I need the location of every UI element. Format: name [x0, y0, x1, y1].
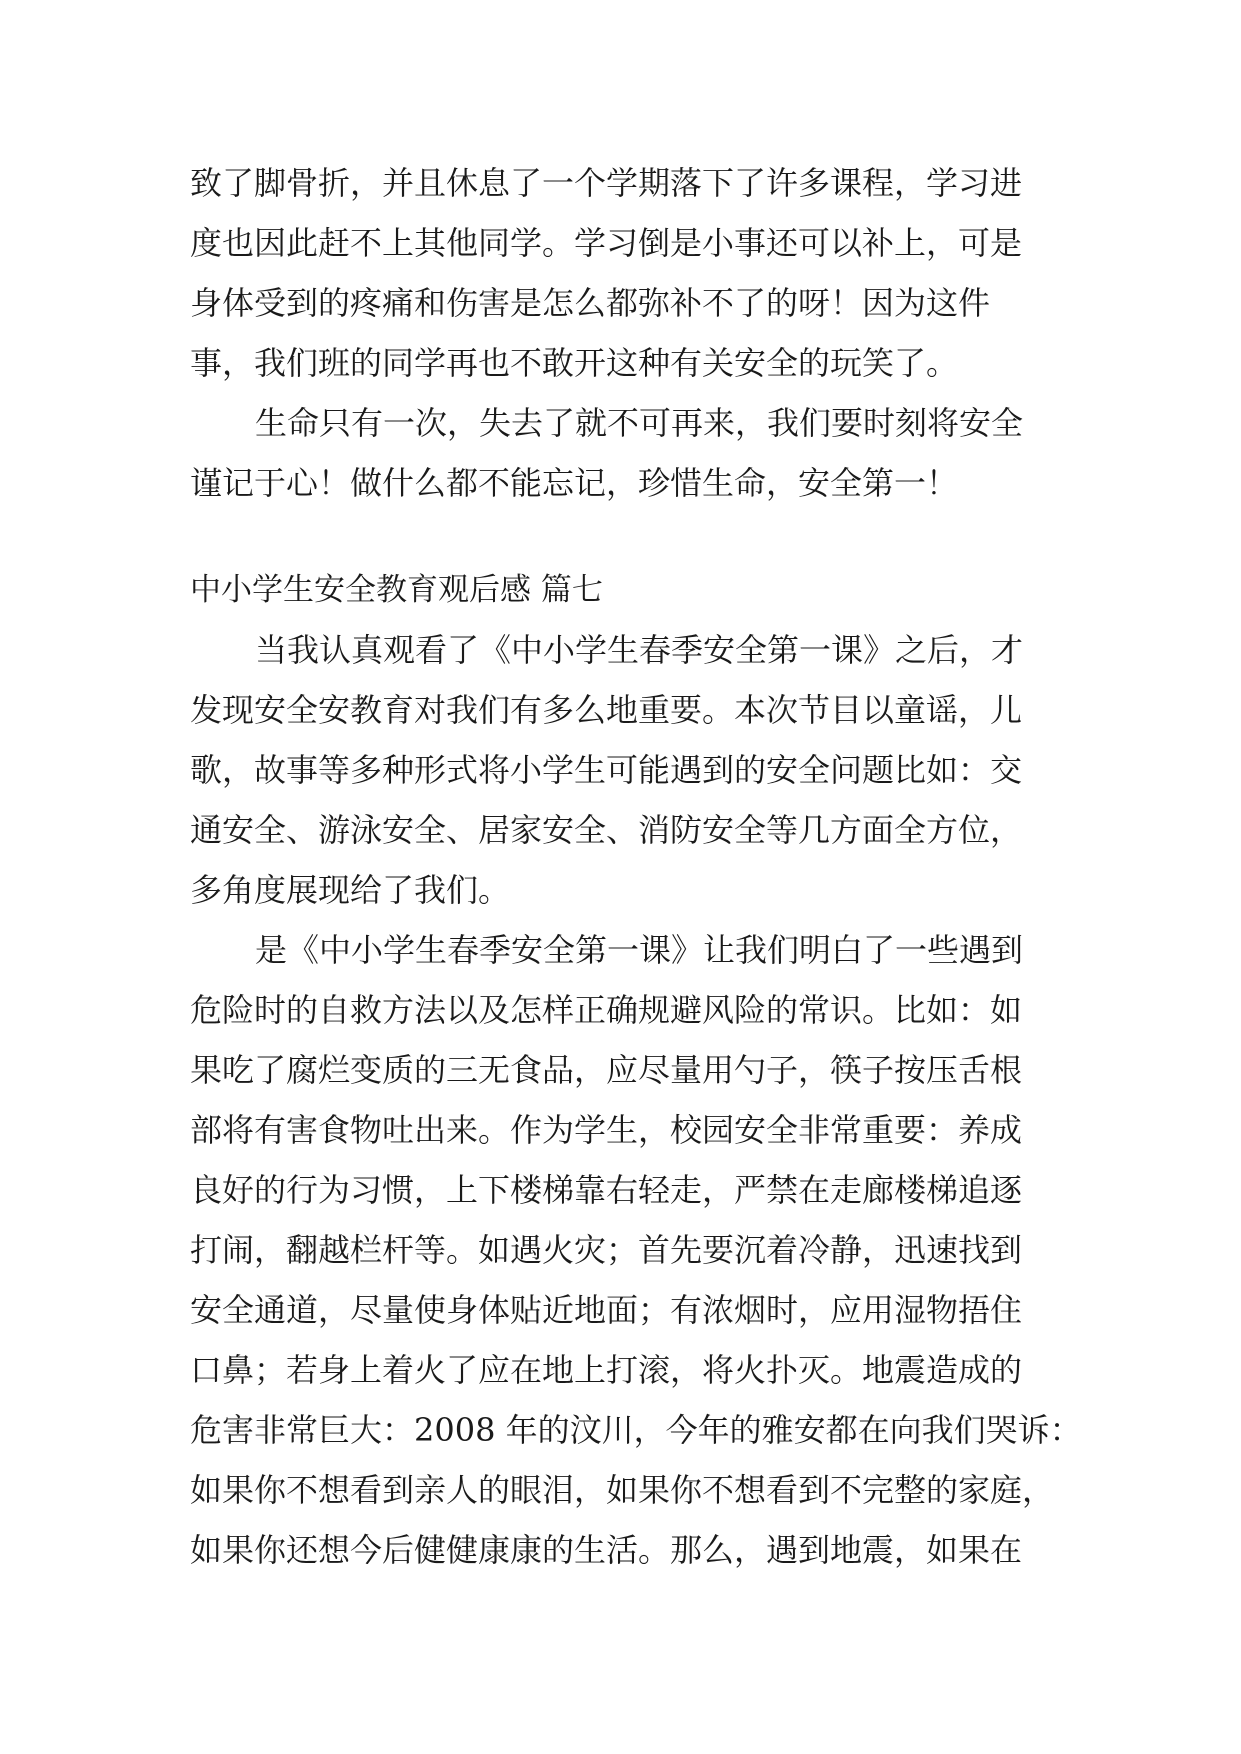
paragraph-line: 谨记于心！做什么都不能忘记，珍惜生命，安全第一！ [190, 464, 959, 502]
paragraph-line: 危险时的自救方法以及怎样正确规避风险的常识。比如：如 [190, 991, 1023, 1029]
paragraph-line: 身体受到的疼痛和伤害是怎么都弥补不了的呀！因为这件 [190, 284, 991, 322]
paragraph-line: 发现安全安教育对我们有多么地重要。本次节目以童谣，儿 [190, 691, 1023, 729]
paragraph-line: 部将有害食物吐出来。作为学生，校园安全非常重要：养成 [190, 1111, 1023, 1149]
paragraph-line: 危害非常巨大：2008 年的汶川，今年的雅安都在向我们哭诉： [190, 1411, 1082, 1449]
paragraph-line: 如果你还想今后健健康康的生活。那么，遇到地震，如果在 [190, 1531, 1023, 1569]
paragraph-line: 通安全、游泳安全、居家安全、消防安全等几方面全方位， [190, 811, 1023, 849]
paragraph-line: 多角度展现给了我们。 [190, 871, 511, 909]
paragraph-line: 是《中小学生春季安全第一课》让我们明白了一些遇到 [255, 931, 1024, 969]
section-heading: 中小学生安全教育观后感 篇七 [190, 572, 603, 608]
paragraph-line: 度也因此赶不上其他同学。学习倒是小事还可以补上，可是 [190, 224, 1023, 262]
paragraph-line: 良好的行为习惯，上下楼梯靠右轻走，严禁在走廊楼梯追逐 [190, 1171, 1023, 1209]
paragraph-line: 歌，故事等多种形式将小学生可能遇到的安全问题比如：交 [190, 751, 1023, 789]
paragraph-line: 致了脚骨折，并且休息了一个学期落下了许多课程，学习进 [190, 164, 1023, 202]
paragraph-line: 安全通道，尽量使身体贴近地面；有浓烟时，应用湿物捂住 [190, 1291, 1023, 1329]
paragraph-line: 生命只有一次，失去了就不可再来，我们要时刻将安全 [255, 404, 1024, 442]
paragraph-line: 果吃了腐烂变质的三无食品，应尽量用勺子，筷子按压舌根 [190, 1051, 1023, 1089]
paragraph-line: 当我认真观看了《中小学生春季安全第一课》之后，才 [255, 631, 1024, 669]
paragraph-line: 如果你不想看到亲人的眼泪，如果你不想看到不完整的家庭， [190, 1471, 1055, 1509]
paragraph-line: 事，我们班的同学再也不敢开这种有关安全的玩笑了。 [190, 344, 959, 382]
paragraph-line: 口鼻；若身上着火了应在地上打滚，将火扑灭。地震造成的 [190, 1351, 1023, 1389]
paragraph-line: 打闹，翻越栏杆等。如遇火灾；首先要沉着冷静，迅速找到 [190, 1231, 1023, 1269]
